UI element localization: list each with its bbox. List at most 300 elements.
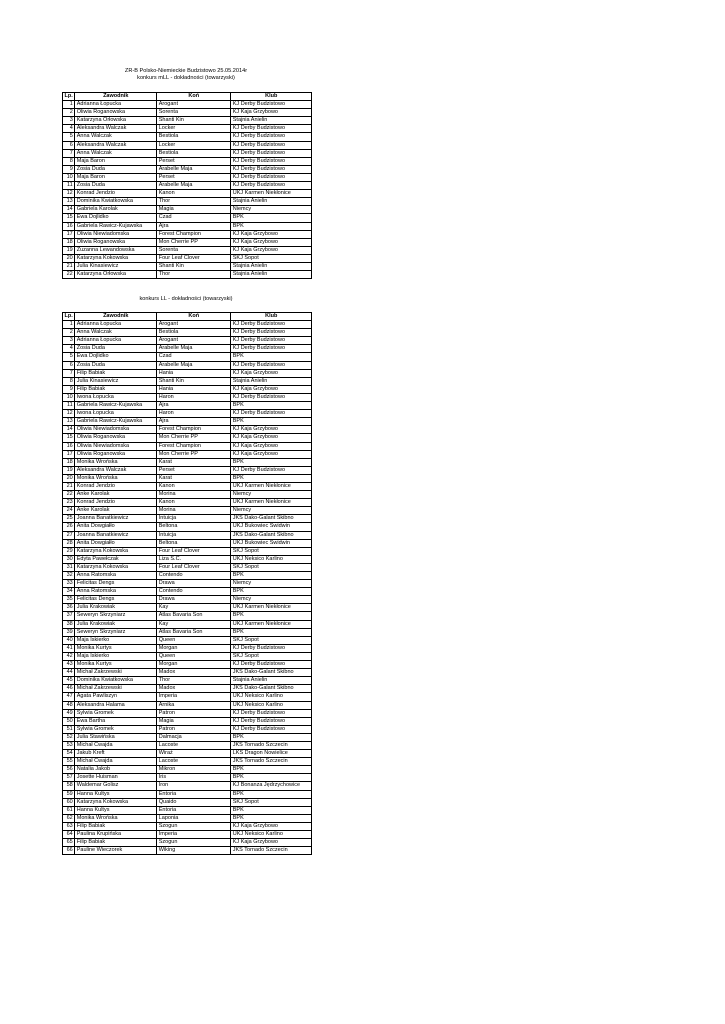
table-row [63,523,312,531]
cell-rider: Edyta Pawełczak [75,555,157,563]
cell-rider: Josette Huisman [75,774,157,782]
cell-horse: Shanti Kin [157,117,231,125]
cell-lp: 4 [63,345,75,353]
cell-horse: Imperia [157,831,231,839]
cell-lp: 16 [63,442,75,450]
table-row [63,418,312,426]
cell-horse: Czad [157,353,231,361]
cell-club: KJ Derby Budzistowo [231,101,312,109]
cell-club: Stajnia Anielin [231,117,312,125]
cell-club: KJ Kaja Grzybowo [231,822,312,830]
cell-club: BPK [231,790,312,798]
cell-lp: 54 [63,750,75,758]
cell-club: BPK [231,806,312,814]
cell-club: BPK [231,222,312,230]
table-row [63,555,312,563]
cell-horse: Beltona [157,523,231,531]
cell-club: KJ Derby Budzistowo [231,165,312,173]
cell-horse: Forest Champion [157,426,231,434]
cell-club: KJ Derby Budzistowo [231,644,312,652]
table-row [63,563,312,571]
table-row [63,442,312,450]
cell-rider: Zosia Duda [75,345,157,353]
cell-rider: Aleksandra Walczak [75,125,157,133]
cell-horse: Ajra [157,418,231,426]
cell-horse: Quaido [157,798,231,806]
table-row [63,329,312,337]
cell-club: KJ Derby Budzistowo [231,133,312,141]
cell-horse: Morina [157,491,231,499]
cell-lp: 10 [63,393,75,401]
cell-rider: Aleksandra Walczak [75,141,157,149]
cell-lp: 42 [63,652,75,660]
table-row [63,361,312,369]
cell-club: JKS Tornado Szczecin [231,741,312,749]
cell-horse: Dalmacja [157,733,231,741]
cell-horse: Perset [157,157,231,165]
cell-lp: 11 [63,182,75,190]
cell-horse: Arogant [157,321,231,329]
cell-rider: Anke Karolak [75,507,157,515]
table-row [63,133,312,141]
cell-lp: 3 [63,337,75,345]
cell-horse: Bestiola [157,149,231,157]
cell-club: Niemcy [231,596,312,604]
cell-lp: 20 [63,474,75,482]
table-row [63,580,312,588]
cell-club: KJ Derby Budzistowo [231,725,312,733]
cell-rider: Filip Babiak [75,822,157,830]
cell-rider: Iwona Łopucka [75,393,157,401]
cell-club: KJ Kaja Grzybowo [231,230,312,238]
cell-horse: Shanti Kin [157,262,231,270]
cell-lp: 48 [63,701,75,709]
cell-horse: Intuicja [157,515,231,523]
cell-club: Niemcy [231,580,312,588]
table-row [63,733,312,741]
cell-horse: Szogun [157,822,231,830]
cell-lp: 1 [63,101,75,109]
cell-lp: 50 [63,717,75,725]
cell-club: UKJ Bukowiec Świdwin [231,539,312,547]
cell-horse: Szogun [157,839,231,847]
cell-club: KJ Kaja Grzybowo [231,246,312,254]
cell-rider: Filip Babiak [75,839,157,847]
table-row [63,271,312,279]
cell-club: Niemcy [231,491,312,499]
cell-horse: Four Leaf Clover [157,254,231,262]
cell-horse: Thor [157,198,231,206]
table-row [63,677,312,685]
cell-horse: Arogant [157,101,231,109]
cell-horse: Intuicja [157,531,231,539]
cell-horse: Entoria [157,790,231,798]
cell-rider: Oliwia Niewiadomska [75,230,157,238]
cell-club: UKJ Karmen Niekłonice [231,190,312,198]
cell-club: BPK [231,733,312,741]
table-row [63,644,312,652]
table-row [63,499,312,507]
cell-horse: Wiking [157,847,231,855]
cell-horse: Madox [157,669,231,677]
cell-lp: 4 [63,125,75,133]
cell-horse: Perset [157,173,231,181]
cell-horse: Wiraż [157,750,231,758]
cell-horse: Kanon [157,482,231,490]
cell-rider: Gabriela Karolak [75,206,157,214]
cell-lp: 19 [63,466,75,474]
cell-lp: 15 [63,214,75,222]
cell-club: JKS Dako-Galant Skibno [231,685,312,693]
cell-horse: Drawa [157,596,231,604]
cell-rider: Joanna Banatkiewicz [75,531,157,539]
cell-lp: 18 [63,238,75,246]
cell-rider: Ewa Dojlidko [75,214,157,222]
cell-rider: Sylwia Gromek [75,725,157,733]
cell-rider: Paulina Krupińska [75,831,157,839]
cell-club: BPK [231,628,312,636]
table-row [63,230,312,238]
table-row [63,474,312,482]
table-row [63,628,312,636]
cell-lp: 52 [63,733,75,741]
cell-rider: Gabriela Rawicz-Kujawska [75,222,157,230]
cell-horse: Sorenta [157,246,231,254]
cell-rider: Julia Krakowiak [75,620,157,628]
table-row [63,636,312,644]
cell-club: Stajnia Anielin [231,262,312,270]
cell-lp: 9 [63,385,75,393]
cell-club: KJ Derby Budzistowo [231,717,312,725]
cell-horse: Magia [157,206,231,214]
cell-club: KJ Derby Budzistowo [231,321,312,329]
cell-lp: 49 [63,709,75,717]
cell-horse: Atlas Bavaria Son [157,628,231,636]
table-row [63,758,312,766]
cell-lp: 7 [63,149,75,157]
table-row [63,588,312,596]
cell-club: Stajnia Anielin [231,271,312,279]
table-row [63,345,312,353]
cell-rider: Maja Baron [75,157,157,165]
cell-rider: Monika Kurtys [75,644,157,652]
cell-club: SKJ Sopot [231,547,312,555]
cell-club: KJ Derby Budzistowo [231,157,312,165]
table-row [63,125,312,133]
cell-club: UKJ Neksico Karlino [231,555,312,563]
cell-rider: Julia Stawińska [75,733,157,741]
cell-horse: Shanti Kin [157,377,231,385]
cell-lp: 12 [63,190,75,198]
cell-horse: Patron [157,725,231,733]
cell-lp: 27 [63,531,75,539]
cell-horse: Imperia [157,693,231,701]
cell-club: KJ Derby Budzistowo [231,345,312,353]
cell-club: KJ Derby Budzistowo [231,661,312,669]
cell-rider: Ewa Bartha [75,717,157,725]
cell-lp: 65 [63,839,75,847]
cell-rider: Iwona Łopucka [75,410,157,418]
table-row [63,669,312,677]
cell-rider: Konrad Jendzio [75,190,157,198]
col-header-rider: Zawodnik [75,313,157,321]
col-header-club: Klub [231,93,312,101]
table-row [63,353,312,361]
cell-lp: 2 [63,109,75,117]
cell-club: BPK [231,458,312,466]
table-row [63,790,312,798]
cell-club: UKJ Karmen Niekłonice [231,604,312,612]
cell-lp: 2 [63,329,75,337]
cell-club: BPK [231,766,312,774]
cell-rider: Konrad Jendzio [75,499,157,507]
cell-rider: Zosia Duda [75,182,157,190]
col-header-rider: Zawodnik [75,93,157,101]
cell-lp: 47 [63,693,75,701]
cell-lp: 45 [63,677,75,685]
cell-club: KJ Derby Budzistowo [231,141,312,149]
cell-lp: 40 [63,636,75,644]
cell-horse: Contendo [157,572,231,580]
cell-club: KJ Derby Budzistowo [231,709,312,717]
cell-lp: 51 [63,725,75,733]
cell-horse: Entoria [157,806,231,814]
cell-rider: Michał Zakrzewski [75,685,157,693]
cell-club: KJ Kaja Grzybowo [231,385,312,393]
cell-rider: Maja Iskierko [75,636,157,644]
cell-rider: Oliwia Niewiadomska [75,442,157,450]
cell-rider: Seweryn Skrzyniarz [75,612,157,620]
cell-horse: Atlas Bavaria Son [157,612,231,620]
results-table-1 [62,92,312,279]
cell-club: KJ Derby Budzistowo [231,329,312,337]
table-row [63,450,312,458]
table-header-row [63,93,312,101]
cell-rider: Katarzyna Orłowska [75,117,157,125]
cell-horse: Czad [157,214,231,222]
cell-horse: Arabelle Maja [157,182,231,190]
cell-club: UKJ Neksico Karlino [231,693,312,701]
cell-club: KJ Kaja Grzybowo [231,426,312,434]
cell-rider: Julia Kinasiewicz [75,262,157,270]
cell-club: SKJ Sopot [231,563,312,571]
cell-rider: Zosia Duda [75,361,157,369]
cell-lp: 46 [63,685,75,693]
cell-horse: Iris [157,774,231,782]
results-table-1-body [63,101,312,279]
cell-rider: Michał Zakrzewski [75,669,157,677]
cell-lp: 10 [63,173,75,181]
cell-horse: Locker [157,125,231,133]
cell-club: Niemcy [231,507,312,515]
table-row [63,717,312,725]
cell-rider: Felicitas Dengs [75,596,157,604]
table-row [63,661,312,669]
cell-horse: Queen [157,652,231,660]
cell-horse: Karat [157,458,231,466]
col-header-horse: Koń [157,93,231,101]
table-row [63,117,312,125]
table-row [63,693,312,701]
table-row [63,725,312,733]
table-header-row [63,313,312,321]
cell-lp: 32 [63,572,75,580]
cell-lp: 3 [63,117,75,125]
cell-horse: Liza S.C. [157,555,231,563]
cell-club: BPK [231,814,312,822]
cell-lp: 63 [63,822,75,830]
cell-rider: Katarzyna Kokowska [75,254,157,262]
cell-lp: 59 [63,790,75,798]
cell-club: Niemcy [231,206,312,214]
cell-horse: Forest Champion [157,442,231,450]
cell-club: BPK [231,353,312,361]
table-row [63,620,312,628]
cell-club: UKJ Neksico Karlino [231,831,312,839]
table-row [63,741,312,749]
cell-horse: Magia [157,717,231,725]
cell-horse: Patron [157,709,231,717]
table-row [63,652,312,660]
cell-club: KJ Kaja Grzybowo [231,369,312,377]
cell-lp: 22 [63,271,75,279]
cell-horse: Ajra [157,402,231,410]
cell-lp: 31 [63,563,75,571]
cell-rider: Gabriela Rawicz-Kujawska [75,402,157,410]
cell-rider: Konrad Jendzio [75,482,157,490]
cell-horse: Arnika [157,701,231,709]
cell-lp: 61 [63,806,75,814]
cell-lp: 53 [63,741,75,749]
table-row [63,539,312,547]
table-row [63,766,312,774]
cell-lp: 14 [63,426,75,434]
cell-club: UKJ Bukowiec Świdwin [231,523,312,531]
cell-lp: 30 [63,555,75,563]
cell-rider: Anita Dowgiałło [75,539,157,547]
table-row [63,238,312,246]
cell-horse: Ajra [157,222,231,230]
cell-rider: Monika Wrońska [75,474,157,482]
cell-rider: Michał Cwajda [75,758,157,766]
cell-horse: Morgan [157,661,231,669]
cell-club: BPK [231,402,312,410]
table-row [63,321,312,329]
cell-club: Stajnia Anielin [231,677,312,685]
cell-rider: Oliwia Niewiadomska [75,426,157,434]
cell-horse: Iron [157,782,231,790]
cell-club: KJ Derby Budzistowo [231,361,312,369]
cell-lp: 55 [63,758,75,766]
table-row [63,410,312,418]
table-row [63,369,312,377]
cell-rider: Maja Iskierko [75,652,157,660]
table-row [63,515,312,523]
competition-1-title: konkurs mLL - dokładności (towarzyski) [137,75,235,81]
cell-horse: Laponia [157,814,231,822]
table-row [63,254,312,262]
cell-lp: 5 [63,353,75,361]
table-row [63,604,312,612]
cell-rider: Maja Baron [75,173,157,181]
cell-club: KJ Kaja Grzybowo [231,109,312,117]
table-row [63,482,312,490]
cell-lp: 57 [63,774,75,782]
cell-lp: 44 [63,669,75,677]
cell-horse: Beltona [157,539,231,547]
cell-horse: Haron [157,393,231,401]
table-row [63,434,312,442]
cell-club: KJ Derby Budzistowo [231,410,312,418]
cell-rider: Pauline Wieczorek [75,847,157,855]
cell-rider: Oliwia Roganowska [75,434,157,442]
cell-rider: Gabriela Rawicz-Kujawska [75,418,157,426]
cell-rider: Julia Krakowiak [75,604,157,612]
table-row [63,458,312,466]
table-row [63,109,312,117]
cell-club: SKJ Sopot [231,636,312,644]
cell-club: JKS Tornado Szczecin [231,847,312,855]
cell-lp: 21 [63,262,75,270]
cell-horse: Bestiola [157,329,231,337]
cell-club: Stajnia Anielin [231,198,312,206]
table-row [63,798,312,806]
table-row [63,774,312,782]
cell-lp: 28 [63,539,75,547]
cell-club: Stajnia Anielin [231,377,312,385]
cell-club: UKJ Neksico Karlino [231,701,312,709]
cell-lp: 6 [63,361,75,369]
table-row [63,701,312,709]
document-title: ZR-B Polsko-Niemieckie Budzistowo 25.05.2014r [124,68,248,74]
table-row [63,402,312,410]
cell-club: KJ Kaja Grzybowo [231,442,312,450]
cell-rider: Seweryn Skrzyniarz [75,628,157,636]
cell-horse: Haron [157,410,231,418]
cell-lp: 8 [63,377,75,385]
cell-lp: 17 [63,230,75,238]
cell-lp: 1 [63,321,75,329]
table-row [63,507,312,515]
table-row [63,839,312,847]
cell-horse: Mon Cherrie PP [157,434,231,442]
cell-lp: 43 [63,661,75,669]
cell-horse: Queen [157,636,231,644]
cell-rider: Dominika Kwiatkowska [75,198,157,206]
cell-rider: Waldemar Golisz [75,782,157,790]
cell-lp: 29 [63,547,75,555]
cell-lp: 56 [63,766,75,774]
results-table-2-body [63,321,312,855]
cell-club: UKJ Karmen Niekłonice [231,620,312,628]
table-row [63,393,312,401]
table-row [63,831,312,839]
cell-lp: 23 [63,499,75,507]
cell-rider: Katarzyna Kokowska [75,547,157,555]
cell-rider: Felicitas Dengs [75,580,157,588]
cell-horse: Lacoste [157,741,231,749]
table-row [63,547,312,555]
cell-lp: 9 [63,165,75,173]
cell-club: JKS Dako-Galant Skibno [231,669,312,677]
cell-horse: Kanon [157,499,231,507]
cell-lp: 26 [63,523,75,531]
cell-horse: Perset [157,466,231,474]
cell-club: BPK [231,474,312,482]
cell-lp: 20 [63,254,75,262]
table-row [63,491,312,499]
cell-club: KJ Derby Budzistowo [231,182,312,190]
